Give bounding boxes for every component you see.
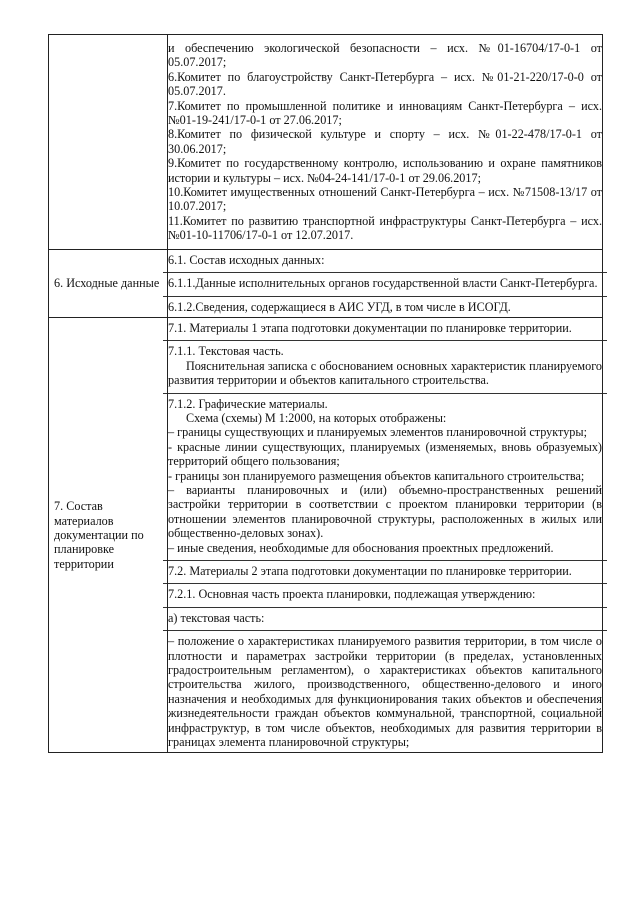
subsection-heading: а) текстовая часть: [168, 610, 265, 625]
paragraph: Схема (схемы) М 1:2000, на которых отображены: [186, 410, 447, 425]
agency-line: 11.Комитет по развитию транспортной инфраструктуры Санкт-Петербурга – исх. №01-10-11706/17-0-1 от 12.07.2017. [168, 213, 602, 243]
list-item: – варианты планировочных и (или) объемно-пространственных решений застройки территории в соответствии с проектом планировки территории (в отношении элементов планировочной структуры, расположенных в жилых или общественно-деловых зонах). [168, 482, 602, 541]
table-row-materials [49, 317, 603, 753]
list-item: – иные сведения, необходимые для обоснования проектных предложений. [168, 540, 554, 555]
row-label-cell [49, 317, 168, 753]
paragraph: Пояснительная записка с обоснованием основных характеристик планируемого развития территории и объектов капитального строительства. [168, 358, 602, 388]
row-label-cell [49, 249, 168, 317]
list-item: – границы существующих и планируемых элементов планировочной структуры; [168, 425, 587, 440]
agency-line: 9.Комитет по государственному контролю, использованию и охране памятников истории и культуры – исх. №04-24-141/17-0-1 от 29.06.2017; [168, 156, 602, 185]
subsection-heading: 7.1.1. Текстовая часть. [168, 344, 284, 359]
section-6-1-1 [168, 273, 602, 293]
subsection-heading: 7.1.2. Графические материалы. [168, 396, 328, 411]
agency-line: 8.Комитет по физической культуре и спорту – исх. №01-22-478/17-0-1 от 30.06.2017; [168, 127, 602, 156]
section-7-2-1 [168, 584, 602, 604]
subsection-heading: 7.2.1. Основная часть проекта планировки, подлежащая утверждению: [168, 587, 536, 602]
agency-line: 6.Комитет по благоустройству Санкт-Петербурга – исх. №01-21-220/17-0-0 от 05.07.2017. [168, 69, 602, 99]
table-row-continued [49, 35, 603, 250]
section-heading: 6.1. Состав исходных данных: [168, 252, 325, 267]
paragraph: 6.1.2.Сведения, содержащиеся в АИС УГД, в том числе в ИСОГД. [168, 299, 511, 314]
row-content-cell [168, 249, 603, 317]
paragraph: – положение о характеристиках планируемого развития территории, в том числе о плотности и параметрах застройки территории (в пределах, установленных градостроительным регламентом), о характеристиках объектов капитального строительства жилого, производственного, общественно-делового и иного назначения и необходимых для функционирования таких объектов и обеспечения жизнедеятельности граждан объектов коммунальной, транспортной, социальной инфраструктур, в том числе объектов, необходимых для развития территории в границах элемента планировочной структуры; [168, 634, 602, 750]
row-content-cell [168, 317, 603, 753]
row-content-cell [168, 35, 603, 250]
list-item: - границы зон планируемого размещения объектов капитального строительства; [168, 468, 585, 483]
agency-line: и обеспечению экологической безопасности – исх. №01-16704/17-0-1 от 05.07.2017; [168, 41, 602, 70]
section-heading: 7.1. Материалы 1 этапа подготовки документации по планировке территории. [168, 320, 572, 335]
section-7-1-1 [168, 341, 602, 390]
requirements-table [48, 34, 603, 753]
section-7-2-1-a [168, 608, 602, 628]
row-label-cell [49, 35, 168, 250]
section-6-1 [168, 250, 602, 270]
paragraph: 6.1.1.Данные исполнительных органов государственной власти Санкт-Петербурга. [168, 276, 598, 291]
table-row-source-data [49, 249, 603, 317]
section-7-2 [168, 561, 602, 581]
section-7-1 [168, 318, 602, 338]
row-label: 6. Исходные данные [54, 276, 160, 291]
agency-line: 10.Комитет имущественных отношений Санкт-Петербурга – исх. №71508-13/17 от 10.07.2017; [168, 185, 602, 214]
list-item: - красные линии существующих, планируемых (изменяемых, вновь образуемых) территорий общего пользования; [168, 439, 602, 469]
section-7-1-2 [168, 394, 602, 558]
agency-line: 7.Комитет по промышленной политике и инновациям Санкт-Петербурга – исх.№01-19-241/17-0-1 от 27.06.2017; [168, 98, 602, 128]
section-6-1-2 [168, 297, 602, 317]
row-label: 7. Состав материалов документации по планировке территории [54, 499, 144, 571]
section-7-2-1-a-text [168, 631, 602, 752]
section-heading: 7.2. Материалы 2 этапа подготовки документации по планировке территории. [168, 564, 572, 578]
